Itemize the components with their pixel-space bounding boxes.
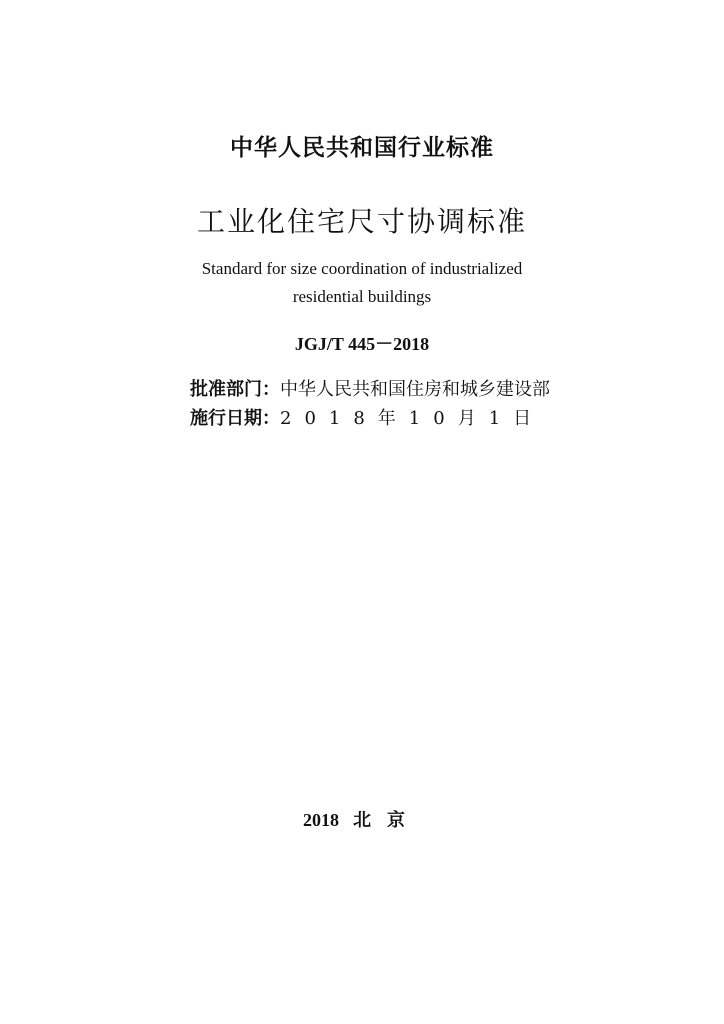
- series-title: 中华人民共和国行业标准: [230, 135, 494, 161]
- standard-code: JGJ/T 445－2018: [294, 334, 430, 354]
- effective-date-row: [190, 404, 544, 430]
- standard-title-en-line2: residential buildings: [292, 287, 432, 306]
- publication-year: 2018: [303, 810, 339, 830]
- standard-title-en: [0, 255, 724, 311]
- approval-label: 批准部门：: [190, 379, 280, 400]
- standard-title-cn: 工业化住宅尺寸协调标准: [196, 205, 527, 238]
- standard-title-en-line1: Standard for size coordination of industrialized: [201, 259, 523, 278]
- publication-footer: [0, 806, 724, 832]
- publication-city: 北京: [353, 810, 421, 831]
- approval-row: [190, 375, 550, 401]
- approval-value: 中华人民共和国住房和城乡建设部: [280, 379, 550, 400]
- effective-date-label: 施行日期：: [190, 408, 280, 429]
- effective-date-value: 2018年10月1日: [280, 408, 545, 429]
